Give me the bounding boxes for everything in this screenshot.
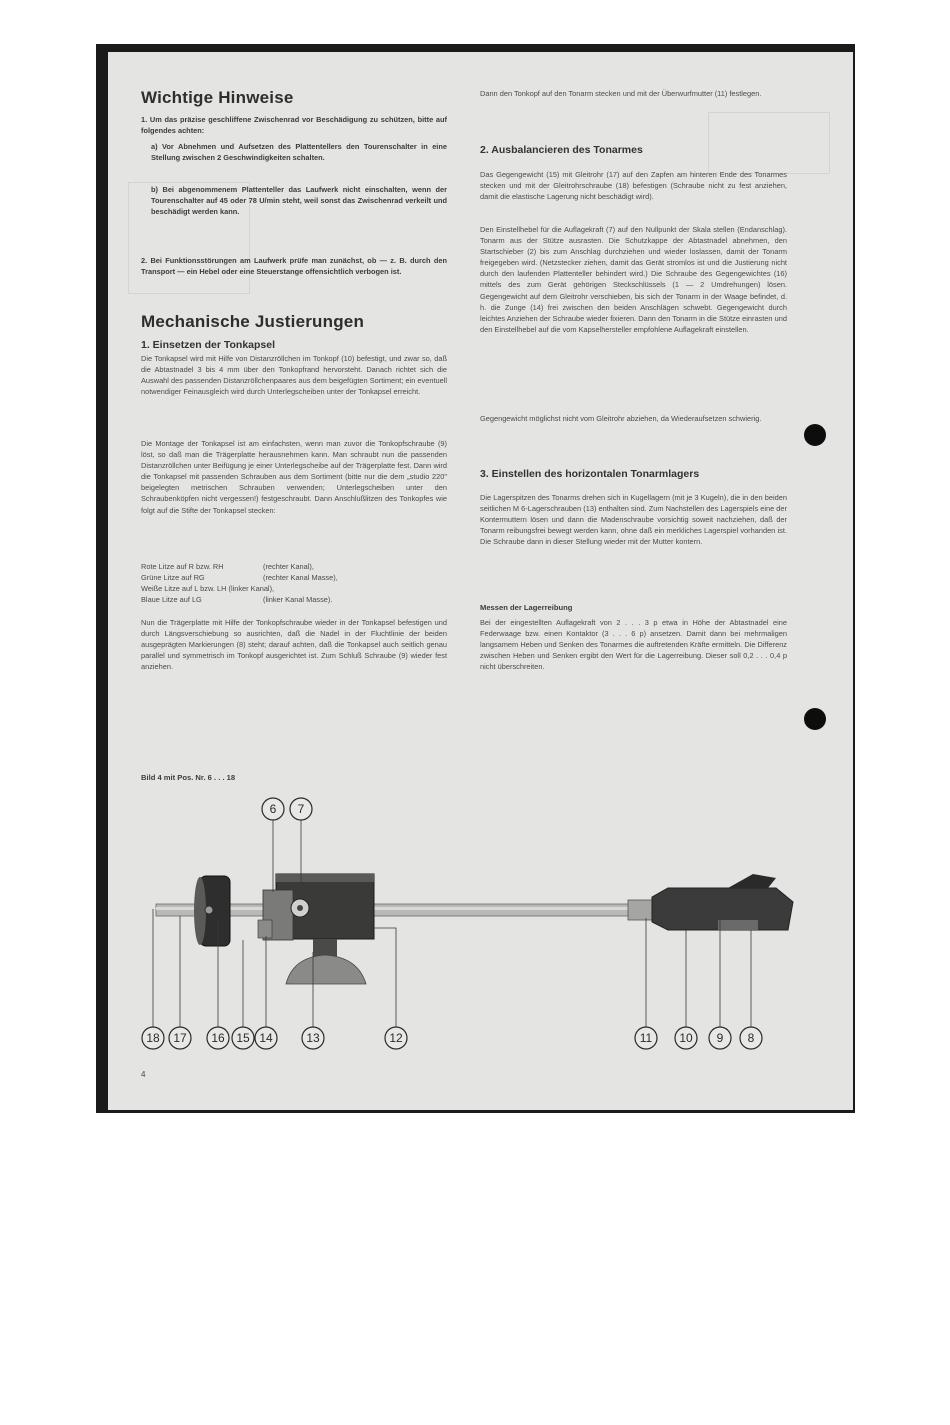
callout-13: 13 bbox=[306, 1031, 320, 1045]
callout-9: 9 bbox=[716, 1031, 724, 1045]
paragraph-gegengewicht: Das Gegengewicht (15) mit Gleitrohr (17) auf den Zapfen am hinteren Ende des Tonarmes stecken und mit der Gleitrohrschraube (18) befestigen (Schraube nicht zu fest anziehen, damit die elastische Lagerung nicht beschädigt wird). bbox=[480, 170, 787, 202]
callout-7: 7 bbox=[297, 802, 305, 816]
wire-assignment: Rote Litze auf R bzw. RH bbox=[141, 562, 224, 571]
notice-item-1a: a) Vor Abnehmen und Aufsetzen des Plattentellers den Tourenschalter in eine Stellung zwischen 2 Geschwindigkeiten schalten. bbox=[151, 142, 447, 163]
heading-wichtige-hinweise: Wichtige Hinweise bbox=[141, 88, 294, 107]
subheading-lagerreibung: Messen der Lagerreibung bbox=[480, 603, 573, 612]
wire-channel: (rechter Kanal Masse), bbox=[263, 573, 338, 583]
counterweight-face bbox=[194, 877, 206, 945]
paragraph-gegengewicht-hinweis: Gegengewicht möglichst nicht vom Gleitrohr abziehen, da Wiederaufsetzen schwierig. bbox=[480, 414, 762, 423]
punch-hole bbox=[804, 424, 826, 446]
subheading-tonarmlager: 3. Einstellen des horizontalen Tonarmlagers bbox=[480, 468, 700, 480]
tracking-force-dial-center bbox=[297, 905, 303, 911]
punch-hole bbox=[804, 708, 826, 730]
callout-17: 17 bbox=[173, 1031, 187, 1045]
figure-caption: Bild 4 mit Pos. Nr. 6 . . . 18 bbox=[141, 773, 236, 782]
paragraph-tonkapsel-2: Die Montage der Tonkapsel ist am einfachsten, wenn man zuvor die Tonkopfschraube (9) löst, so daß man die Trägerplatte herausnehmen kann. Man schraubt nun die passenden Distanzröllchen unter Beifügung je einer Unterlegscheibe auf der Trägerplatte fest. Dann wird die Tonkapsel mit passenden Schrauben aus dem Sortiment (bitte nur die dem „studio 220" beigelegten metrischen Schrauben verwenden; Unterlegscheiben unter den Schraubenköpfen nicht vergessen!) festgeschraubt. Dann Anschlußlitzen des Tonkopfes wie folgt auf die Stifte der Tonkapsel stecken: bbox=[141, 439, 447, 515]
notice-item-1b: b) Bei abgenommenem Plattenteller das Laufwerk nicht einschalten, wenn der Tourenschalter auf 45 oder 78 U/min steht, weil sonst das Zwischenrad verkeilt und beschädigt werden kann. bbox=[151, 185, 447, 217]
counterweight-screw bbox=[205, 906, 213, 914]
subheading-ausbalancieren: 2. Ausbalancieren des Tonarmes bbox=[480, 144, 643, 156]
callout-10: 10 bbox=[679, 1031, 693, 1045]
callout-8: 8 bbox=[747, 1031, 755, 1045]
callout-6: 6 bbox=[269, 802, 277, 816]
callout-15: 15 bbox=[236, 1031, 250, 1045]
paragraph-lagerspitzen: Die Lagerspitzen des Tonarms drehen sich in Kugellagern (mit je 3 Kugeln), die in den beiden seitlichen M 6-Lagerschrauben (13) enthalten sind. Zum Nachstellen des Lagerspiels eine der Kontermuttern lösen und dann die Madenschraube vorsichtig soweit nachziehen, daß der Tonarm reibungsfrei bewegt werden kann, ohne daß ein merkliches Lagerspiel vorhanden ist. Die Schraube dann in dieser Stellung wieder mit der Mutter kontern. bbox=[480, 493, 787, 547]
paragraph-tonkapsel-1: Die Tonkapsel wird mit Hilfe von Distanzröllchen im Tonkopf (10) befestigt, und zwar so, daß die Abtastnadel 3 bis 4 mm über den Tonkopfrand hervorsteht. Danach richtet sich die Auswahl des passenden Distanzröllchenpaares aus dem beigefügten Sortiment; ein eventuell notwendiger Feinausgleich wird durch Unterlegscheiben unter der Tonkapsel erreicht. bbox=[141, 354, 447, 397]
callout-12: 12 bbox=[389, 1031, 403, 1045]
paragraph-tonkopf-aufstecken: Dann den Tonkopf auf den Tonarm stecken und mit der Überwurfmutter (11) festlegen. bbox=[480, 89, 762, 98]
wire-assignment: Grüne Litze auf RG bbox=[141, 573, 205, 583]
tonearm-coupling bbox=[628, 900, 652, 920]
heading-mechanische-justierungen: Mechanische Justierungen bbox=[141, 312, 365, 331]
bearing-housing-top bbox=[276, 874, 374, 882]
headshell-lift bbox=[728, 874, 776, 888]
notice-item-1-intro: 1. Um das präzise geschliffene Zwischenrad vor Beschädigung zu schützen, bitte auf folgendes achten: bbox=[141, 115, 447, 136]
page-number: 4 bbox=[141, 1070, 146, 1079]
callout-14: 14 bbox=[259, 1031, 273, 1045]
pedestal-base bbox=[286, 955, 366, 984]
bearing-screw bbox=[258, 920, 272, 938]
paragraph-tonkapsel-3: Nun die Trägerplatte mit Hilfe der Tonkopfschraube wieder in der Tonkapsel befestigen und durch Längsverschiebung so ausrichten, daß die Nadel in der Fluchtlinie der beiden ausgeprägten Markierungen (8) steht; darauf achten, daß die Tonkapsel auch seitlich genau parallel und symmetrisch im Tonkopf ausgerichtet ist. Zum Schluß Schraube (9) wieder fest anziehen. bbox=[141, 618, 447, 672]
cartridge bbox=[718, 920, 758, 930]
callout-18: 18 bbox=[146, 1031, 160, 1045]
manual-page bbox=[108, 52, 853, 1110]
callout-11: 11 bbox=[639, 1031, 653, 1045]
callout-16: 16 bbox=[211, 1031, 225, 1045]
wire-assignment: Blaue Litze auf LG bbox=[141, 595, 202, 605]
wire-assignment: Weiße Litze auf L bzw. LH (linker Kanal), bbox=[141, 584, 275, 594]
wire-channel: (rechter Kanal), bbox=[263, 562, 314, 571]
subheading-einsetzen-tonkapsel: 1. Einsetzen der Tonkapsel bbox=[141, 339, 276, 351]
tonearm-figure bbox=[108, 52, 853, 1110]
notice-item-2: 2. Bei Funktionsstörungen am Laufwerk prüfe man zunächst, ob — z. B. durch den Transport — ein Hebel oder eine Steuerstange offensichtlich verbogen ist. bbox=[141, 256, 447, 277]
wire-channel: (linker Kanal Masse). bbox=[263, 595, 333, 605]
paragraph-lagerreibung: Bei der eingestellten Auflagekraft von 2 . . . 3 p etwa in Höhe der Abtastnadel eine Federwaage bzw. einen Kontaktor (3 . . . 6 p) ansetzen. Damit dann bei mehrmaligen langsamem Heben und Senken des Tonarmes die auftretenden Kräfte ermitteln. Die Differenz zwischen Heben und Senken ergibt den Wert für die Lagerreibung. Dieser soll 0,2 . . . 0,4 p nicht überschreiten. bbox=[480, 618, 787, 672]
paragraph-einstellhebel: Den Einstellhebel für die Auflagekraft (7) auf den Nullpunkt der Skala stellen (Endanschlag). Tonarm aus der Stütze ausrasten. Die Schutzkappe der Abtastnadel abnehmen, den Startschieber (2) bis zum Anschlag durchziehen und wieder loslassen, damit der Tonarm freigegeben wird. (Netzstecker ziehen, damit das Gerät stromlos ist und die Justierung nicht durch den laufenden Plattenteller behindert wird.) Die Schraube des Gegengewichtes (16) mittels des zum Gerät gehörigen Steckschlüssels (1 — 2 Umdrehungen) lösen. Gegengewicht auf dem Gleitrohr verschieben, bis sich der Tonarm in der Waage befindet, d. h. die Zunge (14) frei zwischen den beiden Anschlägen schwebt. Gegengewicht durch leichtes Anziehen der Schraube wieder fixieren. Dann den Tonarm in die Stütze einrasten und den Einstellhebel auf die vom Kapselhersteller empfohlene Auflagekraft einstellen. bbox=[480, 225, 787, 334]
